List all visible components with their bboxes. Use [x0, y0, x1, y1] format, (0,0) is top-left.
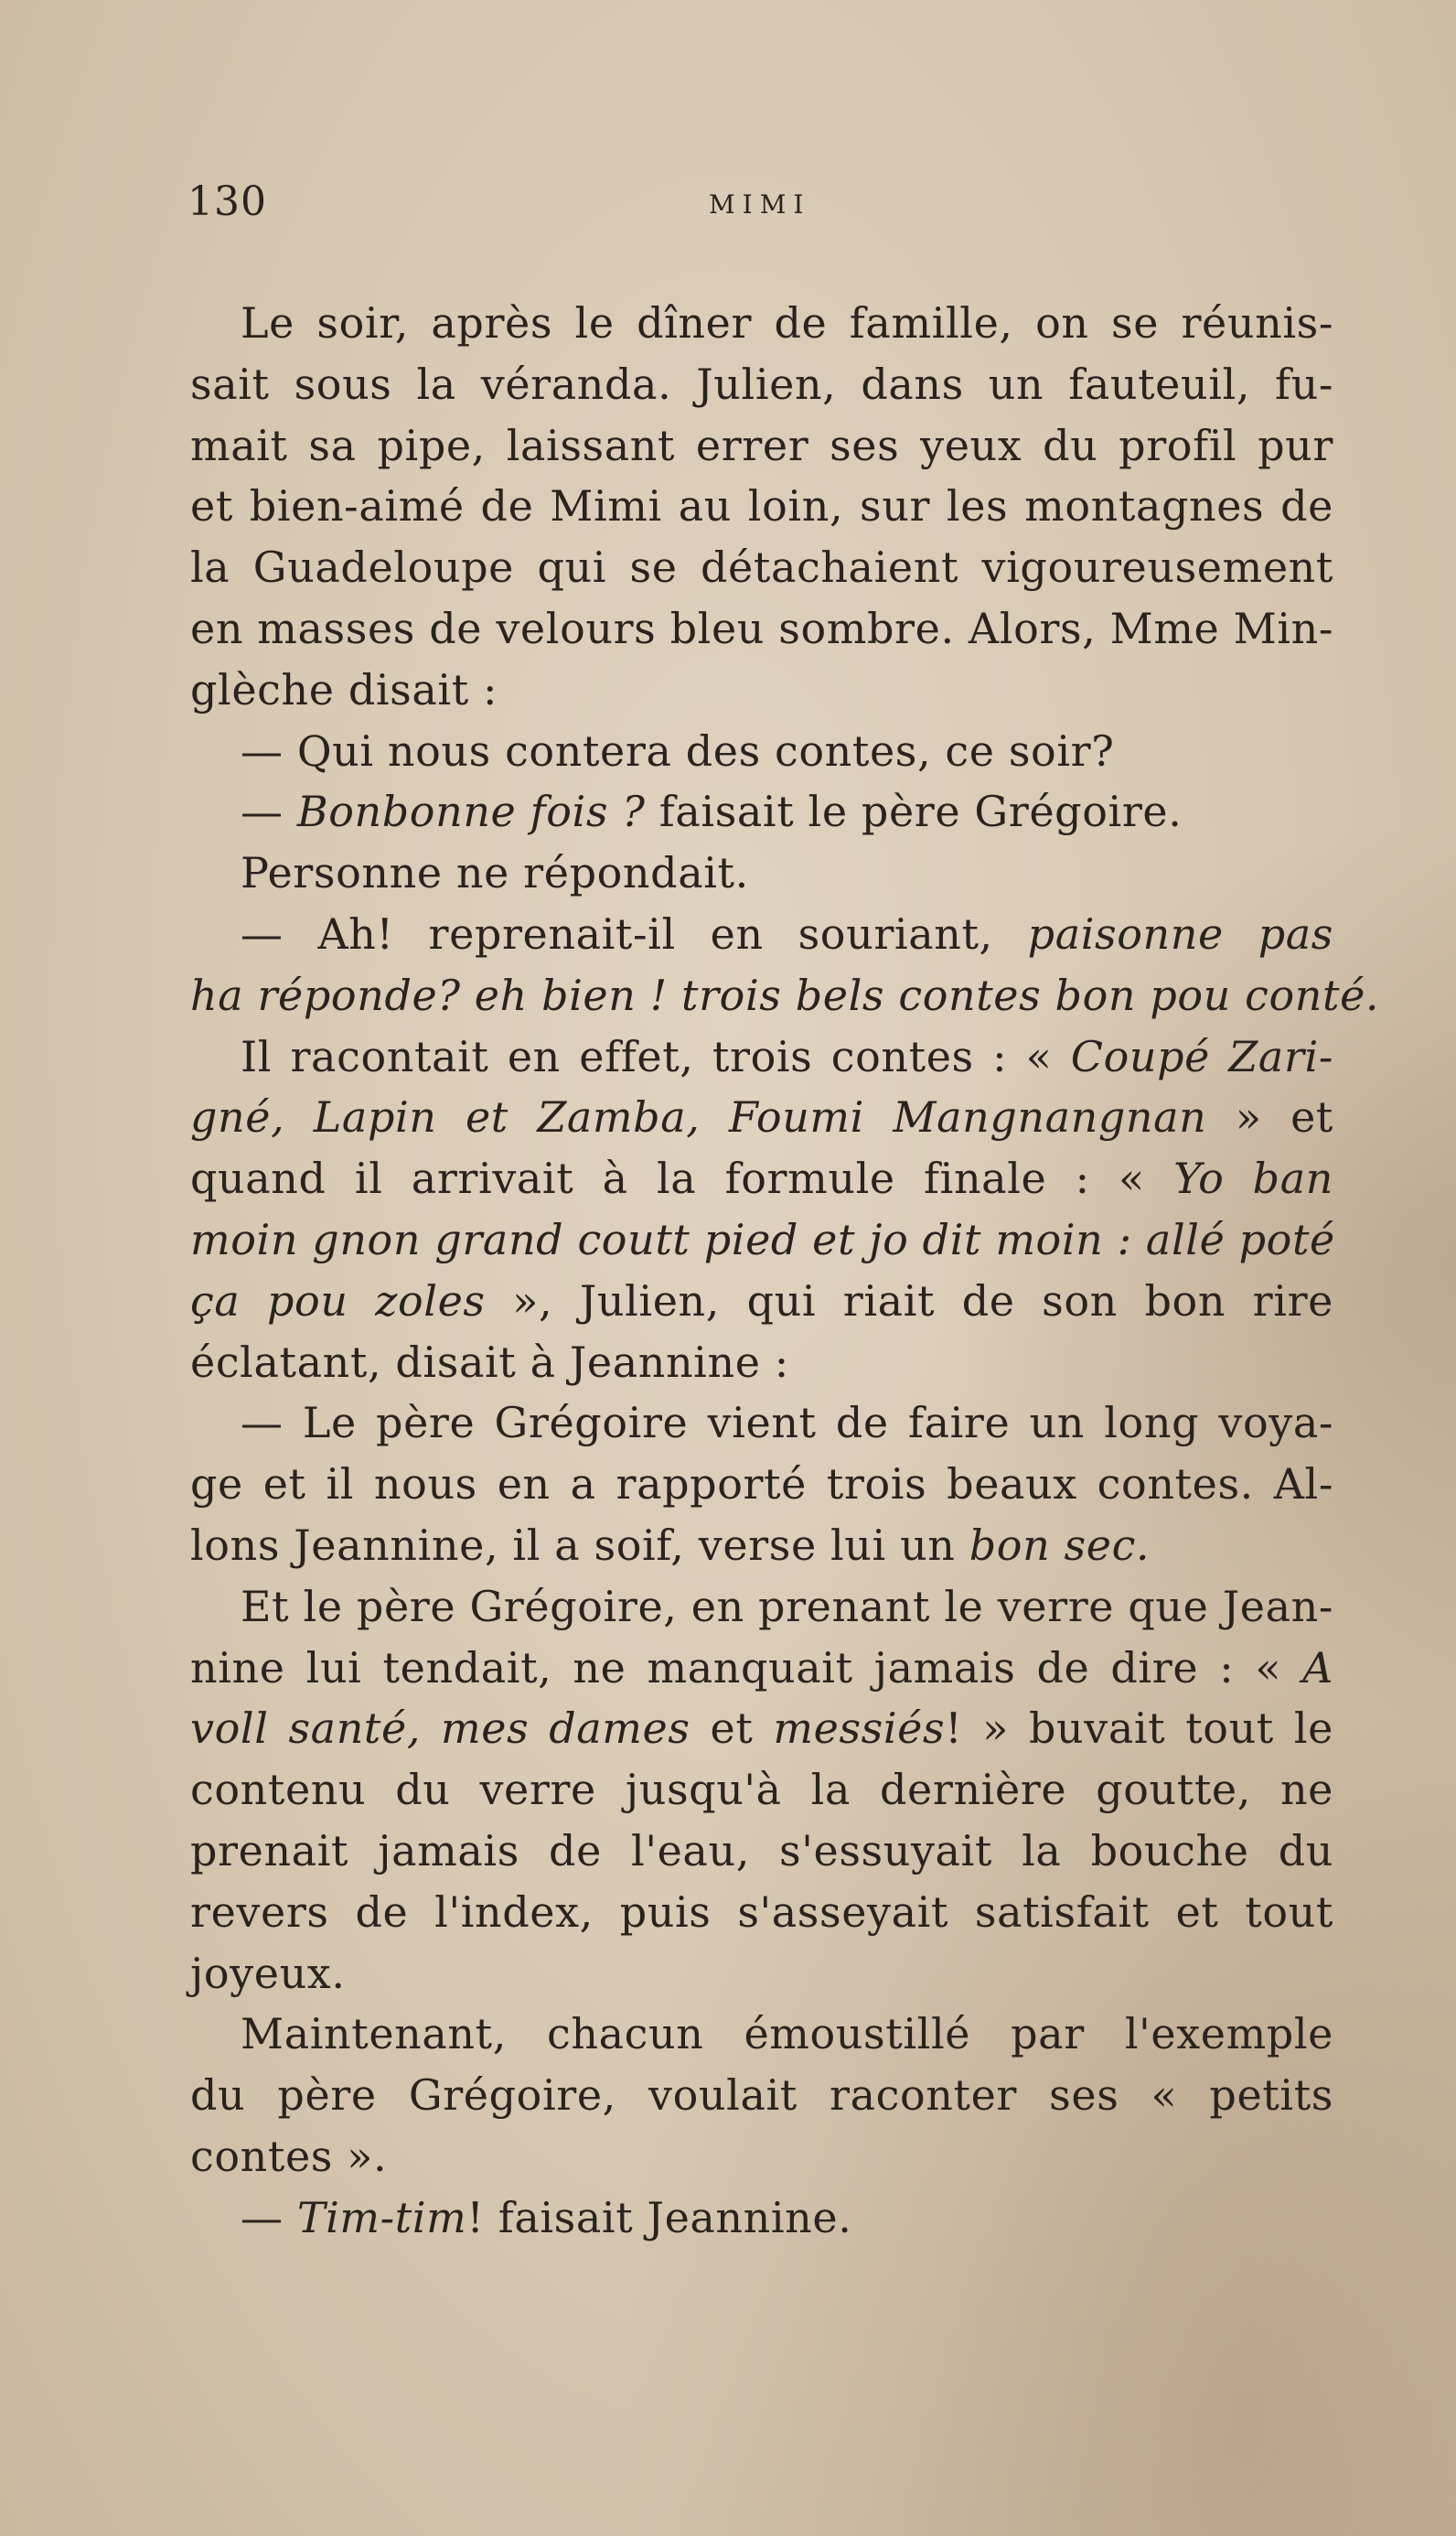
text-line: Personne ne répondait.: [241, 848, 749, 898]
text-line: Il racontait en effet, trois contes : « Coupé Zari-: [241, 1031, 1333, 1081]
text-line: contenu du verre jusqu'à la dernière goutte, ne: [190, 1765, 1333, 1815]
text-line: gné, Lapin et Zamba, Foumi Mangnangnan » et: [190, 1092, 1333, 1143]
text-line: éclatant, disait à Jeannine :: [190, 1337, 789, 1387]
text-line: — Tim-tim! faisait Jeannine.: [241, 2192, 852, 2242]
page-number: 130: [187, 178, 267, 225]
running-title: MIMI: [709, 189, 811, 220]
text-line: Et le père Grégoire, en prenant le verre que Jean-: [241, 1581, 1333, 1631]
text-line: lons Jeannine, il a soif, verse lui un bon sec.: [190, 1520, 1151, 1570]
text-line: moin gnon grand coutt pied et jo dit moin : allé poté: [190, 1214, 1335, 1264]
text-line: — Ah! reprenait-il en souriant, paisonne pas: [241, 908, 1333, 959]
text-line: quand il arrivait à la formule finale : « Yo ban: [190, 1154, 1333, 1204]
text-line: et bien-aimé de Mimi au loin, sur les montagnes de: [190, 481, 1333, 532]
text-line: — Qui nous contera des contes, ce soir?: [241, 725, 1115, 776]
text-line: revers de l'index, puis s'asseyait satisfait et tout: [190, 1886, 1333, 1937]
text-line: mait sa pipe, laissant errer ses yeux du profil pur: [190, 420, 1333, 470]
text-line: — Bonbonne fois ? faisait le père Grégoire.: [241, 787, 1183, 837]
text-line: — Le père Grégoire vient de faire un long voya-: [241, 1398, 1333, 1448]
text-line: voll santé, mes dames et messiés! » buvait tout le: [190, 1703, 1333, 1754]
text-line: du père Grégoire, voulait raconter ses « petits: [190, 2070, 1333, 2121]
text-line: sait sous la véranda. Julien, dans un fauteuil, fu-: [190, 359, 1333, 409]
running-head: [187, 178, 1340, 233]
text-line: Le soir, après le dîner de famille, on se réunis-: [241, 298, 1333, 348]
body-text: [190, 293, 1380, 2249]
text-line: en masses de velours bleu sombre. Alors, Mme Min-: [190, 603, 1333, 653]
text-line: glèche disait :: [190, 664, 498, 715]
text-line: la Guadeloupe qui se détachaient vigoureusement: [190, 543, 1333, 593]
text-line: ça pou zoles », Julien, qui riait de son bon rire: [190, 1275, 1333, 1326]
text-line: ge et il nous en a rapporté trois beaux contes. Al-: [190, 1459, 1333, 1510]
text-line: Maintenant, chacun émoustillé par l'exemple: [241, 2009, 1333, 2059]
text-line: nine lui tendait, ne manquait jamais de dire : « A: [190, 1642, 1333, 1692]
text-line: contes ».: [190, 2131, 388, 2181]
text-line: joyeux.: [190, 1948, 346, 1998]
text-line: ha réponde? eh bien ! trois bels contes bon pou conté.: [190, 970, 1380, 1020]
text-line: prenait jamais de l'eau, s'essuyait la bouche du: [190, 1825, 1333, 1875]
